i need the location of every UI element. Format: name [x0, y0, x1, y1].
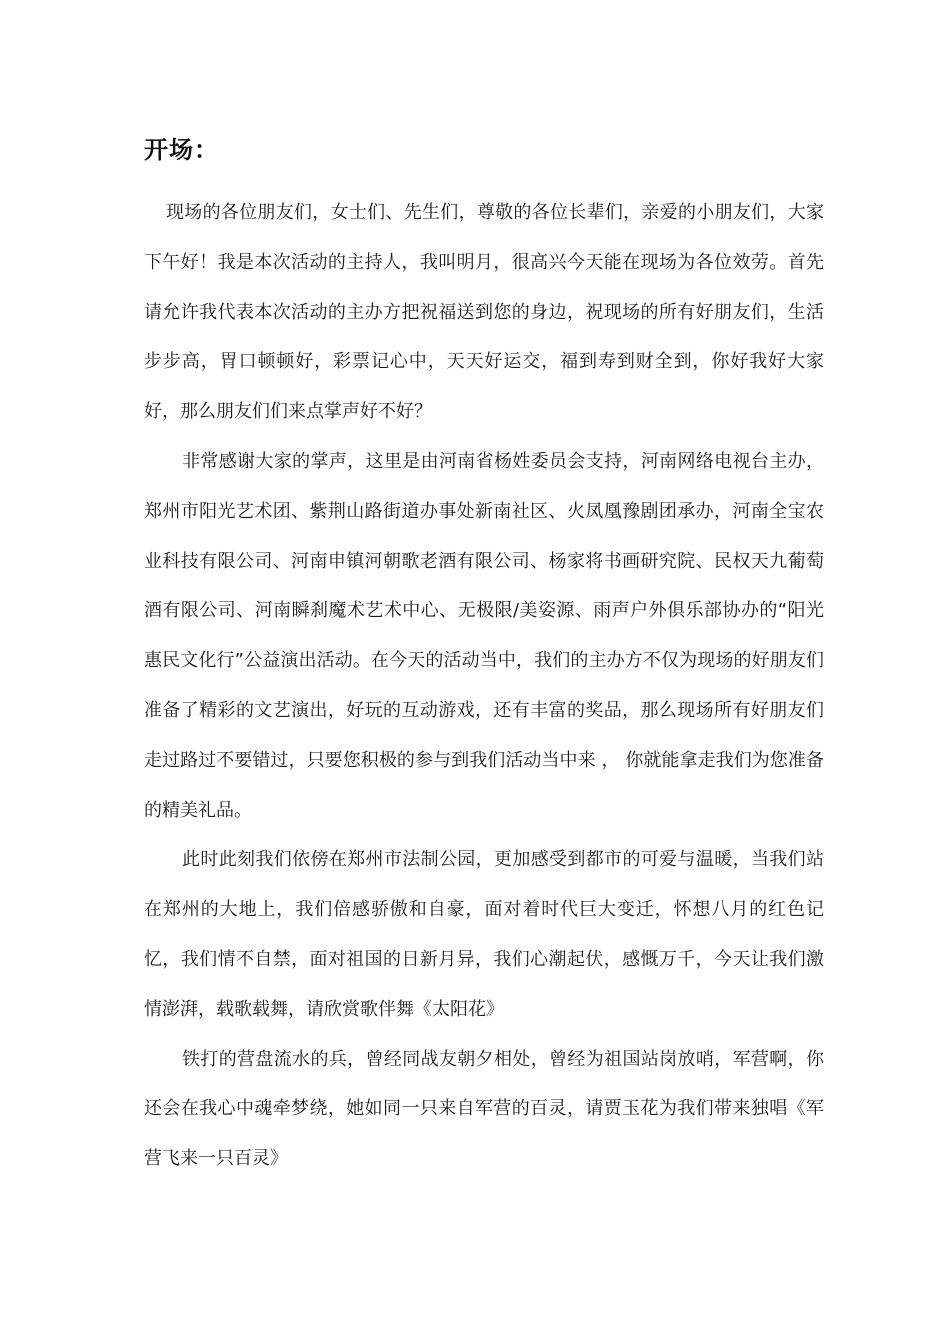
section-heading: 开场：: [144, 136, 219, 164]
paragraph-program-introduction: 此时此刻我们依傍在郑州市法制公园，更加感受到都市的可爱与温暖，当我们站在郑州的大地上，我们倍感骄傲和自豪，面对着时代巨大变迁，怀想八月的红色记忆，我们情不自禁，面对祖国的日新月异，我们心潮起伏，感慨万千，今天让我们激情澎湃，载歌载舞，请欣赏歌伴舞《太阳花》: [144, 849, 824, 1020]
paragraph-event-organizers: 非常感谢大家的掌声，这里是由河南省杨姓委员会支持，河南网络电视台主办，郑州市阳光艺术团、紫荆山路街道办事处新南社区、火凤凰豫剧团承办，河南全宝农业科技有限公司、河南申镇河朝歌老酒有限公司、杨家将书画研究院、民权天九葡萄酒有限公司、河南瞬刹魔术艺术中心、无极限/美姿源、雨声户外俱乐部协办的“阳光惠民文化行”公益演出活动。在今天的活动当中，我们的主办方不仅为现场的好朋友们准备了精彩的文艺演出，好玩的互动游戏，还有丰富的奖品，那么现场所有好朋友们走过路过不要错过，只要您积极的参与到我们活动当中来 ， 你就能拿走我们为您准备的精美礼品。: [144, 450, 824, 821]
document-page: [144, 130, 824, 1184]
paragraph-solo-introduction: 铁打的营盘流水的兵，曾经同战友朝夕相处，曾经为祖国站岗放哨，军营啊，你还会在我心中魂牵梦绕，她如同一只来自军营的百灵，请贾玉花为我们带来独唱《军营飞来一只百灵》: [144, 1048, 824, 1170]
paragraph-opening-greeting: 现场的各位朋友们，女士们、先生们，尊敬的各位长辈们，亲爱的小朋友们，大家下午好！我是本次活动的主持人，我叫明月，很高兴今天能在现场为各位效劳。首先请允许我代表本次活动的主办方把祝福送到您的身边，祝现场的所有好朋友们，生活步步高，胃口顿顿好，彩票记心中，天天好运交，福到寿到财全到，你好我好大家好，那么朋友们们来点掌声好不好？: [144, 202, 824, 423]
